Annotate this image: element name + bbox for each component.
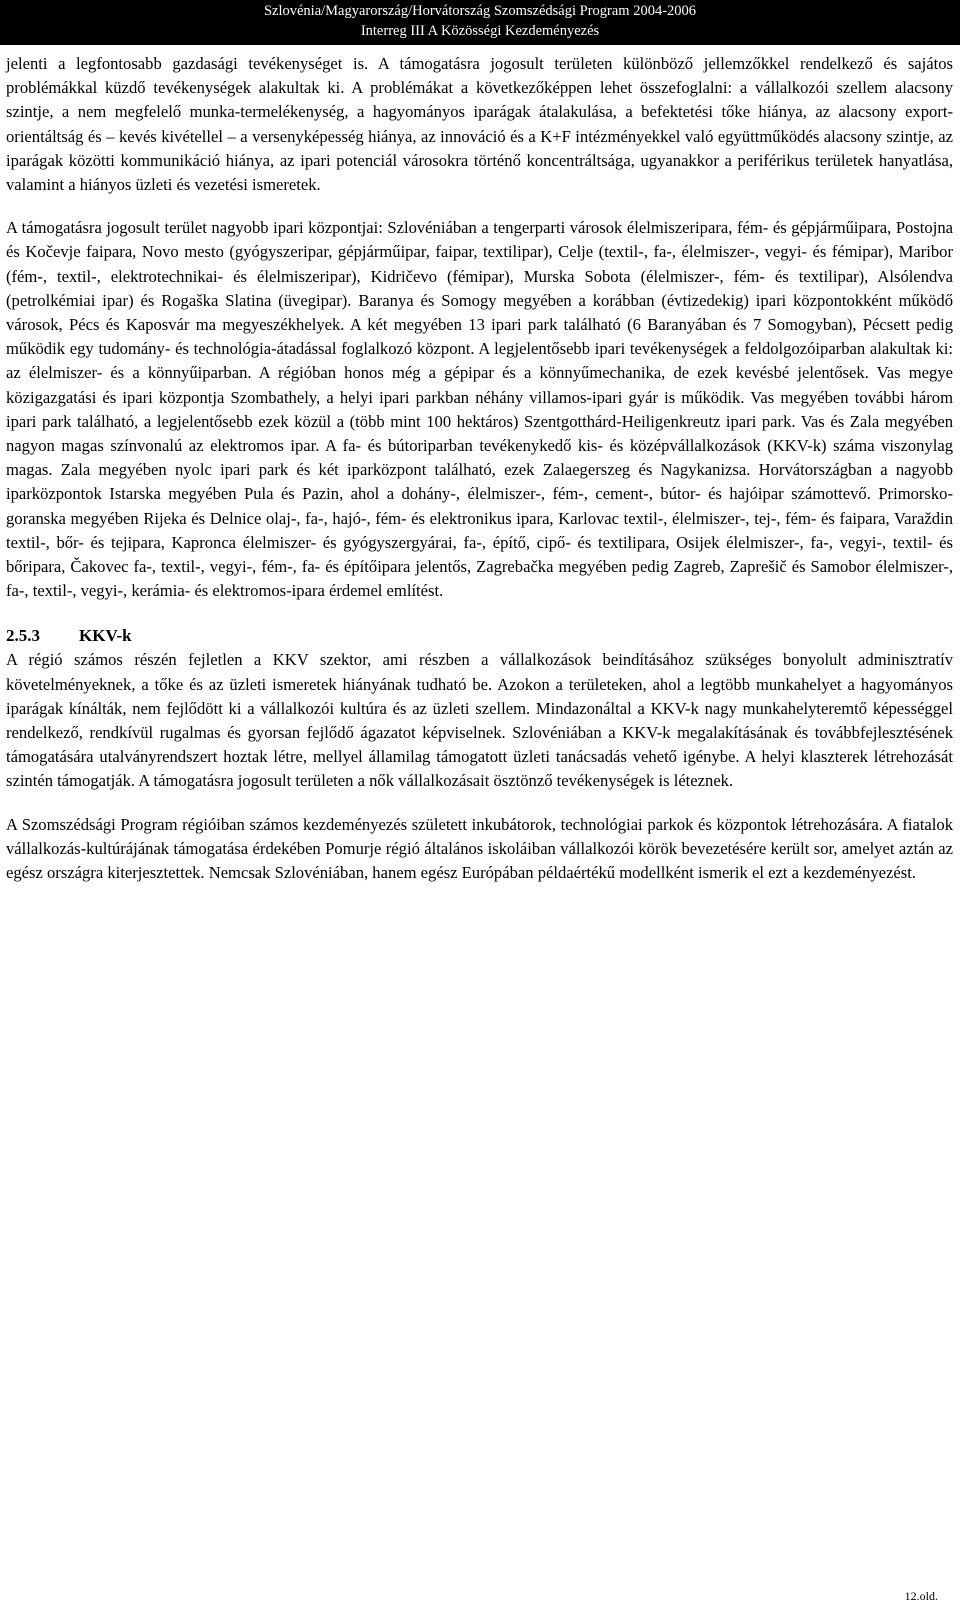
page-number: 12.old. — [904, 1589, 938, 1603]
paragraph-industrial-centres: A támogatásra jogosult terület nagyobb ipari központjai: Szlovéniában a tengerparti városok élelmiszeripara, fém- és gépjárműipara, Postojna és Kočevje faipara, Novo mesto (gyógyszeripar, gépjárműipar, faipar, textilipar), Celje (textil-, fa-, élelmiszer-, vegyi- és fémipar), Maribor (fém-, textil-, elektrotechnikai- és élelmiszeripar), Kidričevo (fémipar), Murska Sobota (élelmiszer-, fém- és textilipar), Alsólendva (petrolkémiai ipar) és Rogaška Slatina (üvegipar). Baranya és Somogy megyében a korábban (évtizedekig) ipari központokként működő városok, Pécs és Kaposvár ma megyeszékhelyek. A két megyében 13 ipari park található (6 Baranyában és 7 Somogyban), Pécsett pedig működik egy tudomány- és technológia-átadással foglalkozó központ. A legjelentősebb ipari tevékenységek a feldolgozóiparban alakultak ki: az élelmiszer- és a könnyűiparban. A régióban honos még a gépipar és a könnyűmechanika, de ezek kevésbé jelentősek. Vas megye közigazgatási és ipari központja Szombathely, a helyi ipari parkban néhány villamos-ipari gyár is működik. Vas megyében további három ipari park található, a legjelentősebb ezek közül a (több mint 100 hektáros) Szentgotthárd-Heiligenkreutz ipari park. Vas és Zala megyében nagyon magas színvonalú az elektromos ipar. A fa- és bútoriparban tevékenykedő kis- és középvállalkozások (KKV-k) száma viszonylag magas. Zala megyében nyolc ipari park és két iparközpont található, ezek Zalaegerszeg és Nagykanizsa. Horvátországban a nagyobb iparközpontok Istarska megyében Pula és Pazin, ahol a dohány-, élelmiszer-, fém-, cement-, bútor- és hajóipar számottevő. Primorsko-goranska megyében Rijeka és Delnice olaj-, fa-, hajó-, fém- és elektronikus ipara, Karlovac textil-, élelmiszer-, tej-, fém- és faipara, Varaždin textil-, bőr- és tejipara, Kapronca élelmiszer- és gyógyszergyárai, fa-, építő, cipő- és textilipara, Osijek élelmiszer-, fa-, vegyi-, textil- és bőripara, Čakovec fa-, textil-, vegyi-, fém-, fa- és építőipara jelentős, Zagrebačka megyében pedig Zagreb, Zaprešič és Samobor élelmiszer-, fa-, textil-, vegyi-, kerámia- és elektromos-ipara érdemel említést. — [6, 218, 953, 601]
section-title: KKV-k — [79, 626, 132, 646]
paragraph-incubators: A Szomszédsági Program régióiban számos kezdeményezés született inkubátorok, technológiai parkok és központok létrehozására. A fiatalok vállalkozás-kultúrájának támogatása érdekében Pomurje régió általános iskoláiban vállalkozói körök bevezetésére került sor, amelyet aztán az egész országra kiterjesztettek. Nemcsak Szlovéniában, hanem egész Európában példaértékű modellként ismerik el ezt a kezdeményezést. — [6, 814, 953, 883]
document-body — [6, 52, 953, 885]
header-program-title: Szlovénia/Magyarország/Horvátország Szomszédsági Program 2004-2006 — [263, 3, 697, 19]
paragraph-sme-sector: A régió számos részén fejletlen a KKV szektor, ami részben a vállalkozások beindításához szükséges bonyolult adminisztratív követelményeknek, a tőke és az üzleti ismeretek hiányának tudható be. Azokon a területeken, ahol a legtöbb munkahelyet a hagyományos iparágak kínálták, nem fejlődött ki a vállalkozói kultúra és az üzleti szellem. Mindazonáltal a KKV-k nagy munkahelyteremtő képességgel rendelkező, rendkívül rugalmas és gyorsan fejlődő ágazatot képviselnek. Szlovéniában a KKV-k megalakításának és továbbfejlesztésének támogatására utalványrendszert hoztak létre, mellyel államilag támogatott üzleti tanácsadás vehető igénybe. A helyi klaszterek létrehozását szintén támogatják. A támogatásra jogosult területen a nők vállalkozásait ösztönző tevékenységek is léteznek. — [6, 650, 953, 791]
running-header — [0, 0, 960, 45]
paragraph-industry-problems: jelenti a legfontosabb gazdasági tevékenységet is. A támogatásra jogosult területen különböző jellemzőkkel rendelkező és sajátos problémákkal küzdő tevékenységek alakultak ki. A problémákat a következőképpen lehet összefoglalni: a vállalkozói szellem alacsony szintje, a nem megfelelő munka-termelékenység, a hagyományos iparágak átalakulása, a befektetési tőke hiánya, az alacsony export-orientáltság és – kevés kivétellel – a versenyképesség hiánya, az innováció és a K+F intézményekkel való együttműködés alacsony szintje, az iparágak közötti kommunikáció hiánya, az ipari potenciál városokra történő koncentráltsága, ugyanakkor a periférikus területek hanyatlása, valamint a hiányos üzleti és vezetési ismeretek. — [6, 54, 953, 195]
header-initiative-title: Interreg III A Közösségi Kezdeményezés — [360, 23, 600, 39]
section-number: 2.5.3 — [6, 626, 40, 646]
section-heading — [6, 624, 953, 648]
